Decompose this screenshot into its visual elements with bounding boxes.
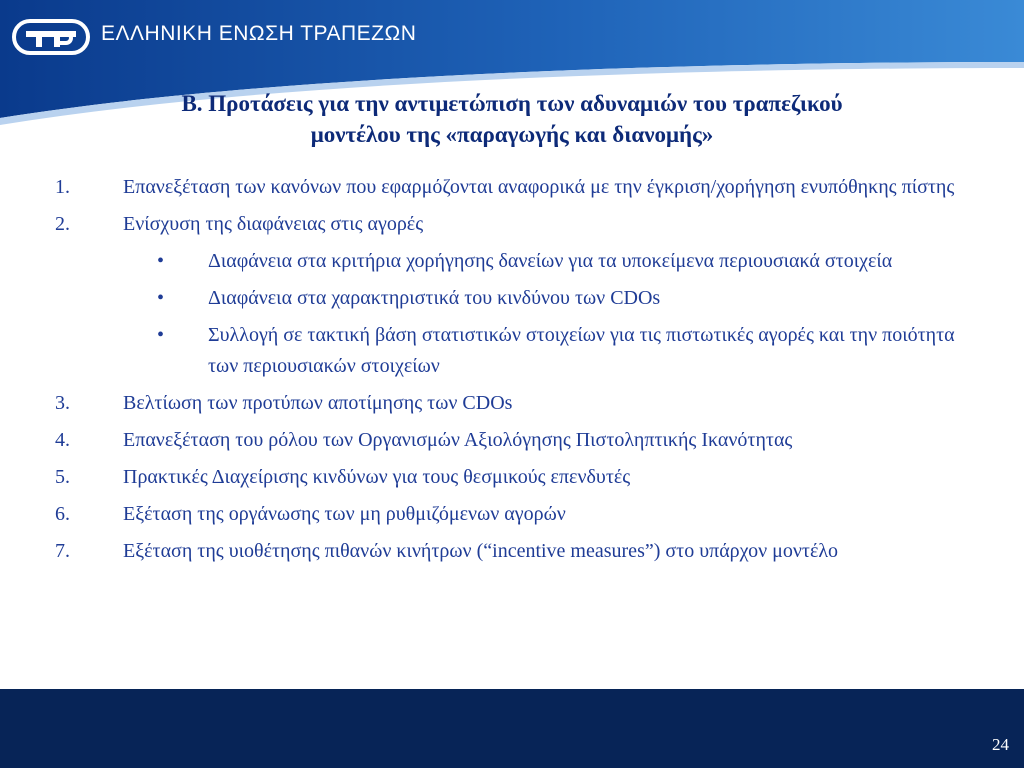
list-item-number: 1. (55, 176, 70, 198)
sub-list-item-text: Διαφάνεια στα κριτήρια χορήγησης δανείων για τα υποκείμενα περιουσιακά στοιχεία (208, 250, 893, 272)
list-item (0, 536, 1024, 567)
sub-list-item (0, 246, 1024, 277)
proposal-list (0, 172, 1024, 573)
list-item-text: Εξέταση της οργάνωσης των μη ρυθμιζόμενων αγορών (123, 503, 566, 525)
list-item-text: Εξέταση της υιοθέτησης πιθανών κινήτρων (“incentive measures”) στο υπάρχον μοντέλο (123, 540, 839, 562)
bullet-icon: • (157, 287, 165, 309)
list-item-number: 2. (55, 213, 70, 235)
list-item-number: 6. (55, 503, 70, 525)
list-item-number: 5. (55, 466, 70, 488)
list-item (0, 388, 1024, 419)
list-item (0, 172, 1024, 203)
slide-title-line-1: Β. Προτάσεις για την αντιμετώπιση των αδυναμιών του τραπεζικού (181, 91, 843, 116)
list-item-text: Βελτίωση των προτύπων αποτίμησης των CDOs (123, 392, 513, 414)
list-item-text: Επανεξέταση των κανόνων που εφαρμόζονται αναφορικά με την έγκριση/χορήγηση ενυπόθηκης πίστης (123, 176, 955, 198)
slide-title (60, 88, 964, 150)
slide-title-line-2: μοντέλου της «παραγωγής και διανομής» (310, 122, 714, 147)
list-item-number: 7. (55, 540, 70, 562)
page-number: 24 (992, 735, 1009, 754)
organization-name: ΕΛΛΗΝΙΚΗ ΕΝΩΣΗ ΤΡΑΠΕΖΩΝ (101, 22, 417, 45)
sub-list-item (0, 320, 1024, 382)
list-item-number: 3. (55, 392, 70, 414)
list-item-text: Ενίσχυση της διαφάνειας στις αγορές (123, 213, 424, 235)
sub-list-item (0, 283, 1024, 314)
list-item-text: Πρακτικές Διαχείρισης κινδύνων για τους θεσμικούς επενδυτές (123, 466, 631, 488)
list-item (0, 425, 1024, 456)
sub-list-item-text: Διαφάνεια στα χαρακτηριστικά του κινδύνου των CDOs (208, 287, 661, 309)
bullet-icon: • (157, 324, 165, 346)
list-item (0, 499, 1024, 530)
list-item-number: 4. (55, 429, 70, 451)
bullet-icon: • (157, 250, 165, 272)
sub-list-item-text: Συλλογή σε τακτική βάση στατιστικών στοιχείων για τις πιστωτικές αγορές και την ποιότητα των περιουσιακών στοιχείων (208, 324, 955, 377)
footer-bar (0, 689, 1024, 768)
list-item-text: Επανεξέταση του ρόλου των Οργανισμών Αξιολόγησης Πιστοληπτικής Ικανότητας (123, 429, 793, 451)
list-item (0, 462, 1024, 493)
list-item (0, 209, 1024, 240)
